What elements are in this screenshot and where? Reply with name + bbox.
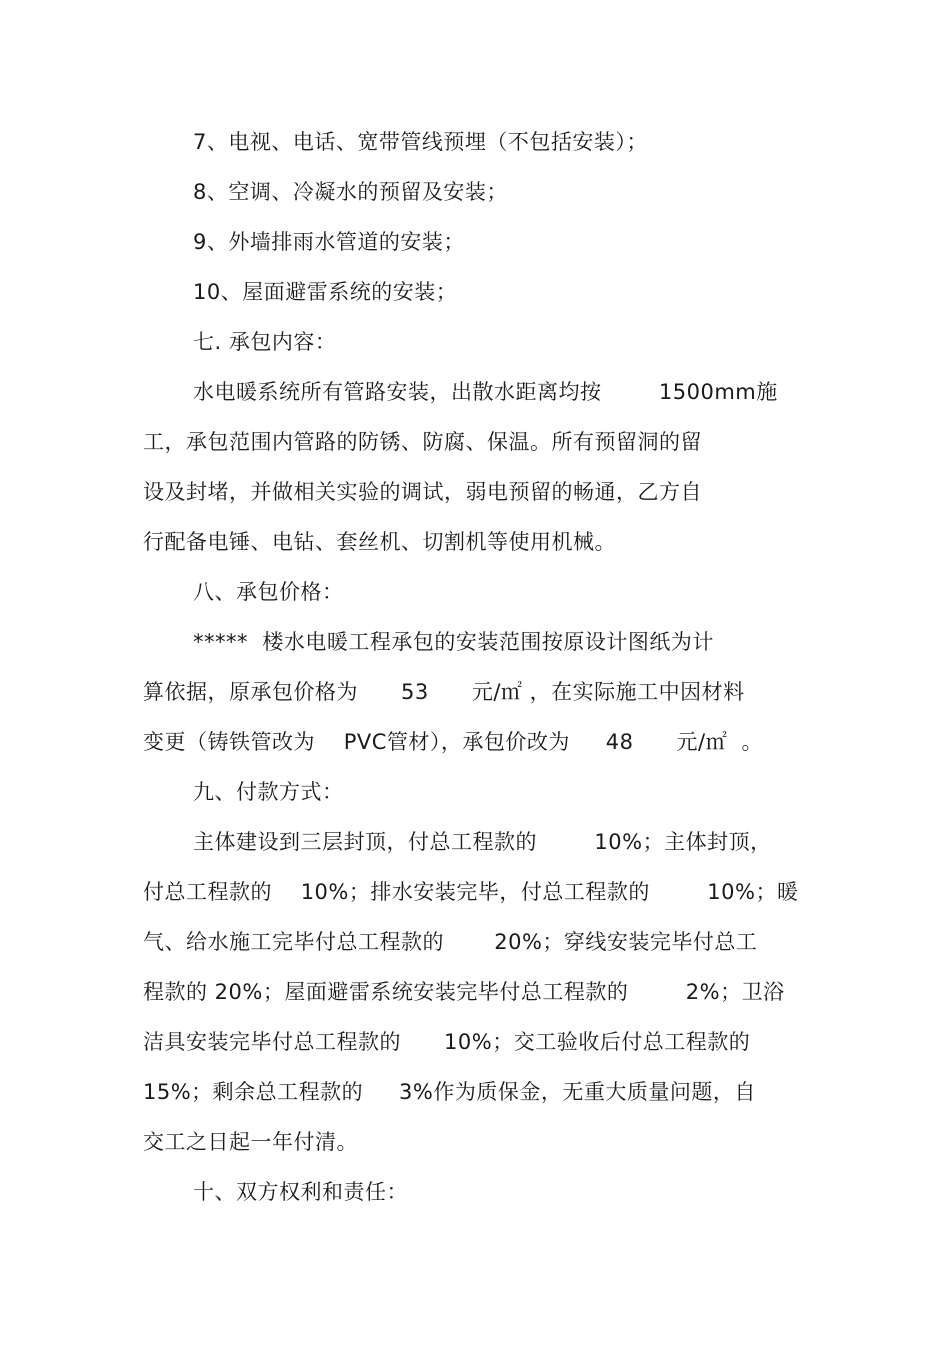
section-9-paragraph-line-6: 15%；剩余总工程款的 3%作为质保金，无重大质量问题，自 [143,1080,756,1104]
section-7-paragraph-line-3: 设及封堵，并做相关实验的调试，弱电预留的畅通，乙方自 [143,480,702,504]
item-8-air-conditioning: 8、空调、冷凝水的预留及安装； [193,180,508,204]
section-9-paragraph-line-7: 交工之日起一年付清。 [143,1130,358,1154]
section-8-paragraph-line-2: 算依据，原承包价格为 53 元/㎡ ，在实际施工中因材料 [143,680,745,704]
section-7-heading: 七. 承包内容： [193,330,337,354]
section-8-heading: 八、承包价格： [193,580,344,604]
item-7-tv-phone-broadband: 7、电视、电话、宽带管线预埋（不包括安装）； [193,130,648,154]
section-7-paragraph-line-2: 工，承包范围内管路的防锈、防腐、保温。所有预留洞的留 [143,430,702,454]
section-8-paragraph-line-1: ***** 楼水电暖工程承包的安装范围按原设计图纸为计 [193,630,714,654]
section-9-paragraph-line-5: 洁具安装完毕付总工程款的 10%；交工验收后付总工程款的 [143,1030,751,1054]
section-7-paragraph-line-1: 水电暖系统所有管路安装，出散水距离均按 1500mm施 [193,380,778,404]
section-9-paragraph-line-1: 主体建设到三层封顶，付总工程款的 10%；主体封顶， [193,830,772,854]
section-9-heading: 九、付款方式： [193,780,344,804]
section-7-paragraph-line-4: 行配备电锤、电钻、套丝机、切割机等使用机械。 [143,530,616,554]
section-9-paragraph-line-4: 程款的 20%；屋面避雷系统安装完毕付总工程款的 2%；卫浴 [143,980,785,1004]
item-9-rain-drainage: 9、外墙排雨水管道的安装； [193,230,465,254]
item-10-lightning-system: 10、屋面避雷系统的安装； [193,280,458,304]
section-9-paragraph-line-3: 气、给水施工完毕付总工程款的 20%；穿线安装完毕付总工 [143,930,758,954]
section-9-paragraph-line-2: 付总工程款的 10%；排水安装完毕，付总工程款的 10%；暖 [143,880,799,904]
section-10-heading: 十、双方权利和责任： [193,1180,408,1204]
section-8-paragraph-line-3: 变更（铸铁管改为 PVC管材），承包价改为 48 元/㎡ 。 [143,730,763,754]
